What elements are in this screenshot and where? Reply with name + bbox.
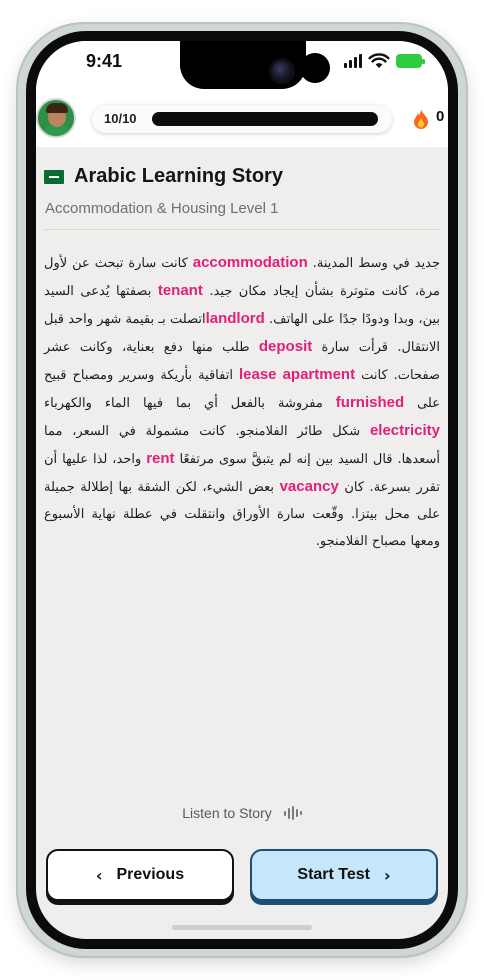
progress-count: 10/10 — [104, 111, 137, 126]
story-segment: واحد، لذا عليها أن تقرر بسرعة. كان — [44, 452, 440, 495]
story-segment: طلب منها دفع بعناية، وكانت عشر صفحات. كانت — [44, 340, 441, 383]
vocab-word[interactable]: tenant — [157, 282, 203, 299]
app-screen — [36, 41, 448, 939]
divider — [44, 229, 440, 230]
story-segment: جديد في وسط المدينة. — [307, 256, 440, 271]
progress-track — [152, 112, 378, 126]
status-icons — [344, 53, 422, 69]
battery-icon — [396, 54, 422, 68]
previous-button-label: Previous — [116, 866, 185, 883]
flame-icon — [412, 108, 430, 130]
story-segment: اتفاقية بأريكة وسرير ومصباح قبيح على — [44, 368, 440, 411]
vocab-word[interactable]: accommodation — [192, 254, 308, 271]
vocab-word[interactable]: electricity — [369, 422, 440, 439]
vocab-word[interactable]: apartment — [282, 366, 356, 383]
lesson-progress — [92, 105, 392, 133]
status-time: 9:41 — [86, 51, 123, 71]
lesson-header — [36, 95, 448, 147]
wifi-icon — [368, 53, 390, 69]
story-segment: مفروشة بالفعل أي بما فيها الماء والكهرباء — [44, 396, 336, 411]
listen-label[interactable]: Listen to Story — [182, 805, 272, 821]
front-camera-icon — [272, 61, 292, 81]
vocab-word[interactable]: deposit — [258, 338, 313, 355]
audio-wave-icon[interactable] — [284, 806, 302, 820]
story-title-row — [44, 165, 283, 188]
story-segment: بعض الشيء، لكن الشقة بها إطلالة جميلة على محل بيتزا. وقّعت سارة الأوراق وانتقلت في عطلة نهاية الأسبوع ومعها مصباح الفلامنجو. — [44, 480, 440, 549]
story-text — [44, 249, 440, 555]
previous-button[interactable] — [46, 849, 234, 901]
status-bar — [36, 41, 448, 95]
story-title: Arabic Learning Story — [74, 165, 283, 187]
vocab-word[interactable]: lease — [238, 366, 277, 383]
home-indicator — [172, 925, 312, 930]
start-test-button[interactable] — [250, 849, 438, 901]
listen-to-story[interactable] — [36, 805, 448, 821]
vocab-word[interactable]: vacancy — [279, 478, 339, 495]
vocab-word[interactable]: rent — [146, 450, 175, 467]
story-segment: شكل طائر الفلامنجو. كانت مشمولة في السعر، مما أسعدها. قال السيد بين إنه لم يتبقَّ سوى مرتفعًا — [44, 424, 440, 467]
saudi-flag-icon — [44, 170, 64, 184]
chevron-left-icon: ‹ — [95, 865, 103, 885]
avatar[interactable] — [36, 98, 76, 138]
story-segment: بصفتها يُدعى السيد بين، وبدا ودودًا جدًا على الهاتف. — [44, 284, 441, 327]
story-segment: اتصلت بـ بقيمة شهر واحد قبل الانتقال. قرأت سارة — [44, 312, 440, 355]
vocab-word[interactable]: furnished — [335, 394, 405, 411]
progress-fill — [152, 112, 378, 126]
chevron-right-icon: › — [384, 865, 391, 885]
vocab-word[interactable]: landlord — [205, 310, 265, 327]
streak-count: 0 — [436, 108, 445, 125]
start-test-button-label: Start Test — [297, 866, 370, 883]
story-subtitle: Accommodation & Housing Level 1 — [45, 200, 279, 217]
cellular-signal-icon — [344, 54, 362, 68]
story-segment: كانت سارة تبحث عن لأول مرة، كانت متوترة بشأن إيجاد مكان جيد. — [44, 256, 440, 299]
